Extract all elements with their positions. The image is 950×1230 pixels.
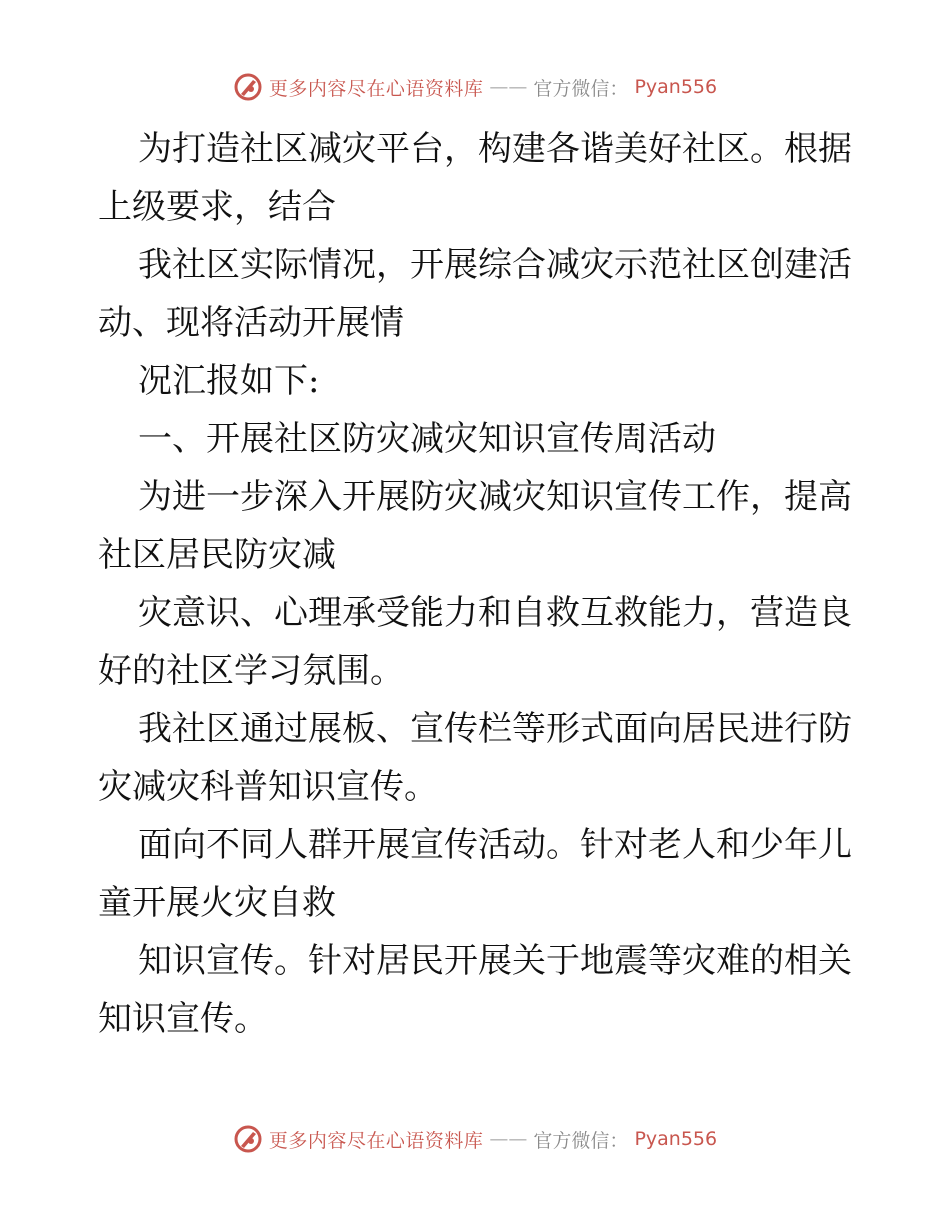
quill-seal-icon [233,72,263,102]
watermark-text: 更多内容尽在心语资料库 [268,77,484,100]
quill-seal-icon [233,1124,263,1154]
paragraph-line: 为打造社区减灾平台，构建各谐美好社区。根据 [138,129,852,169]
header-watermark [0,72,950,102]
section-heading [98,410,858,468]
paragraph-line: 社区居民防灾减 [98,535,336,575]
paragraph-line: 面向不同人群开展宣传活动。针对老人和少年儿 [138,825,852,865]
paragraph-line: 灾减灾科普知识宣传。 [98,767,438,807]
paragraph-8 [98,816,858,932]
paragraph-2 [98,236,858,352]
paragraph-line: 好的社区学习氛围。 [98,651,404,691]
paragraph-7 [98,700,858,816]
paragraph-line: 我社区通过展板、宣传栏等形式面向居民进行防 [138,709,852,749]
watermark-separator: —— [489,1128,528,1150]
watermark-separator: —— [489,76,528,98]
paragraph-line: 知识宣传。针对居民开展关于地震等灾难的相关 [138,941,852,981]
paragraph-line: 我社区实际情况，开展综合减灾示范社区创建活 [138,245,852,285]
paragraph-6 [98,584,858,700]
paragraph-line: 一、开展社区防灾减灾知识宣传周活动 [138,419,716,459]
watermark-wechat-id: Pyan556 [634,76,718,98]
watermark-wechat-label: 官方微信： [533,77,629,100]
paragraph-line: 灾意识、心理承受能力和自救互救能力，营造良 [138,593,852,633]
paragraph-1 [98,120,858,236]
paragraph-3 [98,352,858,410]
paragraph-line: 童开展火灾自救 [98,883,336,923]
paragraph-line: 况汇报如下: [138,361,320,401]
paragraph-5 [98,468,858,584]
paragraph-line: 上级要求，结合 [98,187,336,227]
watermark-wechat-label: 官方微信： [533,1129,629,1152]
paragraph-line: 为进一步深入开展防灾减灾知识宣传工作，提高 [138,477,852,517]
document-body [98,120,858,1048]
watermark-wechat-id: Pyan556 [634,1128,718,1150]
paragraph-line: 知识宣传。 [98,999,268,1039]
paragraph-line: 动、现将活动开展情 [98,303,404,343]
paragraph-9 [98,932,858,1048]
watermark-text: 更多内容尽在心语资料库 [268,1129,484,1152]
footer-watermark [0,1124,950,1154]
